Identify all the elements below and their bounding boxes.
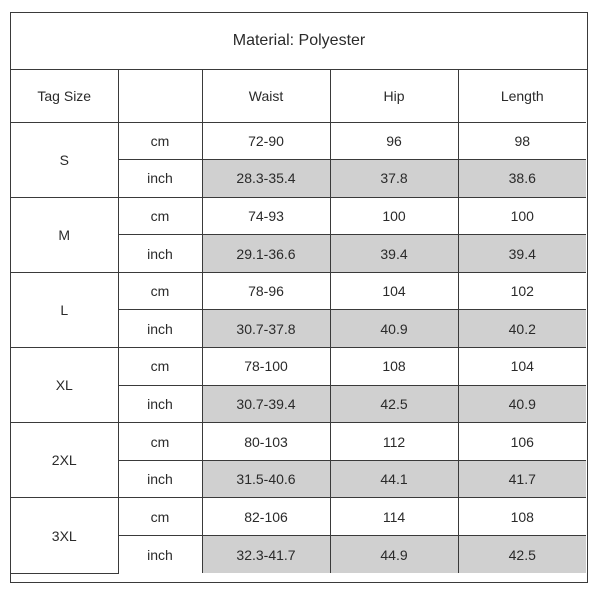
unit-cell: cm [118,272,202,310]
length-cell: 100 [458,197,586,235]
unit-cell: inch [118,160,202,198]
hip-cell: 100 [330,197,458,235]
unit-cell: inch [118,310,202,348]
header-hip: Hip [330,70,458,122]
chart-title: Material: Polyester [11,13,587,70]
unit-cell: inch [118,385,202,423]
hip-cell: 104 [330,272,458,310]
size-row-cm [11,498,586,536]
waist-cell: 30.7-39.4 [202,385,330,423]
header-length: Length [458,70,586,122]
waist-cell: 31.5-40.6 [202,460,330,498]
tag-size-cell: XL [11,348,118,423]
unit-cell: cm [118,498,202,536]
waist-cell: 78-100 [202,348,330,386]
length-cell: 98 [458,122,586,160]
waist-cell: 74-93 [202,197,330,235]
unit-cell: inch [118,536,202,574]
hip-cell: 42.5 [330,385,458,423]
length-cell: 104 [458,348,586,386]
unit-cell: cm [118,423,202,461]
header-row [11,70,586,122]
unit-cell: cm [118,348,202,386]
length-cell: 39.4 [458,235,586,273]
header-unit [118,70,202,122]
length-cell: 40.9 [458,385,586,423]
size-row-cm [11,348,586,386]
length-cell: 102 [458,272,586,310]
hip-cell: 108 [330,348,458,386]
tag-size-cell: 2XL [11,423,118,498]
waist-cell: 72-90 [202,122,330,160]
size-row-cm [11,197,586,235]
waist-cell: 78-96 [202,272,330,310]
hip-cell: 39.4 [330,235,458,273]
waist-cell: 30.7-37.8 [202,310,330,348]
tag-size-cell: L [11,272,118,347]
hip-cell: 96 [330,122,458,160]
waist-cell: 29.1-36.6 [202,235,330,273]
waist-cell: 82-106 [202,498,330,536]
hip-cell: 44.9 [330,536,458,574]
hip-cell: 114 [330,498,458,536]
size-row-cm [11,272,586,310]
unit-cell: inch [118,460,202,498]
unit-cell: cm [118,197,202,235]
size-row-cm [11,423,586,461]
hip-cell: 44.1 [330,460,458,498]
tag-size-cell: S [11,122,118,197]
waist-cell: 32.3-41.7 [202,536,330,574]
hip-cell: 40.9 [330,310,458,348]
waist-cell: 80-103 [202,423,330,461]
size-row-cm [11,122,586,160]
unit-cell: inch [118,235,202,273]
tag-size-cell: M [11,197,118,272]
length-cell: 108 [458,498,586,536]
length-cell: 42.5 [458,536,586,574]
length-cell: 106 [458,423,586,461]
length-cell: 40.2 [458,310,586,348]
length-cell: 38.6 [458,160,586,198]
header-tag-size: Tag Size [11,70,118,122]
header-waist: Waist [202,70,330,122]
hip-cell: 112 [330,423,458,461]
tag-size-cell: 3XL [11,498,118,573]
size-table [11,70,586,574]
unit-cell: cm [118,122,202,160]
waist-cell: 28.3-35.4 [202,160,330,198]
length-cell: 41.7 [458,460,586,498]
hip-cell: 37.8 [330,160,458,198]
size-chart [10,12,588,583]
